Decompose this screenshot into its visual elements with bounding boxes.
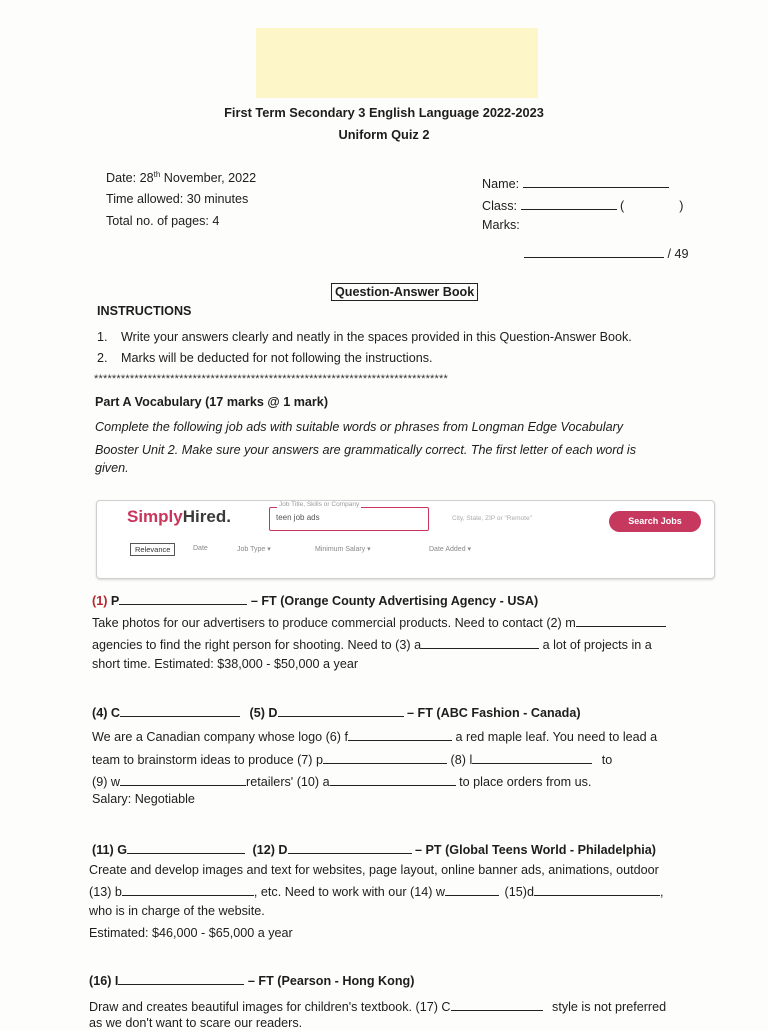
stars-divider: ******************************************************************************* [94, 373, 448, 385]
part-a-desc-2: Booster Unit 2. Make sure your answers are grammatically correct. The first letter of each word is [95, 443, 637, 457]
chevron-down-icon: ▾ [267, 546, 271, 553]
q10-blank[interactable] [330, 772, 456, 786]
ad2-line3 [92, 750, 612, 767]
q11-blank[interactable] [127, 840, 245, 854]
q16-num: (16) [89, 974, 112, 988]
q11-num: (11) [92, 843, 114, 857]
ad2-text: We are a Canadian company whose logo [92, 730, 323, 744]
date-sup: th [153, 170, 161, 179]
name-line[interactable] [523, 174, 669, 188]
filter-date[interactable]: Date [193, 545, 208, 552]
q3-letter: a [414, 638, 422, 652]
part-a-desc-1: Complete the following job ads with suitable words or phrases from Longman Edge Vocabulary [95, 420, 624, 434]
q4-num: (4) [92, 706, 108, 720]
q7-num: (7) [297, 753, 313, 767]
instruction-num: 2. [97, 351, 108, 365]
q1-letter: P [110, 594, 120, 608]
q4-letter: C [110, 706, 121, 720]
class-paren-close: ) [679, 199, 684, 213]
total-pages: Total no. of pages: 4 [106, 214, 220, 228]
q14-num: (14) [410, 885, 433, 899]
q17-blank[interactable] [451, 997, 543, 1011]
ad3-text: , etc. Need to work with our [253, 885, 407, 899]
ad2-salary: Salary: Negotiable [92, 792, 195, 806]
q6-letter: f [344, 730, 349, 744]
q6-num: (6) [325, 730, 342, 744]
logo-part-a: Simply [127, 507, 183, 526]
q8-blank[interactable] [472, 750, 592, 764]
filter-date-added[interactable] [429, 545, 471, 553]
date-prefix: Date: 28 [106, 171, 154, 186]
simplyhired-logo [127, 507, 231, 527]
q15-letter: d [526, 885, 534, 899]
q1-blank[interactable] [119, 591, 247, 605]
ad3-text: , [659, 885, 664, 899]
q5-num: (5) [249, 706, 265, 720]
marks-field[interactable] [524, 244, 689, 261]
q13-letter: b [114, 885, 122, 899]
ad4-line3: as we don't want to scare our readers. [89, 1016, 303, 1030]
ad4-text: Draw and creates beautiful images for children's textbook. [89, 1000, 413, 1014]
q4-blank[interactable] [120, 703, 240, 717]
q17-letter: C [441, 1000, 451, 1014]
ad3-line2: Create and develop images and text for websites, page layout, online banner ads, animations, outdoor [89, 863, 659, 877]
class-paren-open: ( [620, 199, 625, 213]
q5-blank[interactable] [278, 703, 404, 717]
q11-letter: G [117, 843, 127, 857]
q15-num: (15) [504, 885, 527, 899]
instruction-text: Write your answers clearly and neatly in the spaces provided in this Question-Answer Book. [121, 330, 632, 344]
ad3-heading [92, 840, 656, 857]
ad1-text: Take photos for our advertisers to produce commercial products. Need to contact [92, 616, 543, 630]
q8-num: (8) [450, 753, 466, 767]
job-search-label: Job Title, Skills or Company [279, 501, 360, 508]
ad4-heading [89, 971, 414, 988]
q7-blank[interactable] [323, 750, 447, 764]
time-allowed: Time allowed: 30 minutes [106, 192, 249, 206]
ad3-salary: Estimated: $46,000 - $65,000 a year [89, 926, 293, 940]
q14-letter: w [435, 885, 446, 899]
instruction-text: Marks will be deducted for not following the instructions. [121, 351, 433, 365]
date-suffix: November, 2022 [160, 171, 257, 186]
instructions-heading: INSTRUCTIONS [97, 304, 192, 318]
filter-min-salary-label: Minimum Salary [315, 546, 366, 553]
q13-blank[interactable] [122, 882, 254, 896]
q2-num: (2) [546, 616, 562, 630]
part-a-heading: Part A Vocabulary (17 marks @ 1 mark) [95, 395, 329, 409]
ad2-text: retailers' [246, 775, 294, 789]
ad1-heading [92, 591, 538, 608]
location-input[interactable]: City, State, ZIP or "Remote" [452, 515, 532, 522]
ad1-text: a lot of projects in a [542, 638, 652, 652]
q3-blank[interactable] [421, 635, 539, 649]
ad3-line4: who is in charge of the website. [89, 904, 265, 918]
filter-relevance[interactable]: Relevance [130, 543, 175, 556]
q9-blank[interactable] [120, 772, 246, 786]
q5-letter: D [268, 706, 278, 720]
filter-job-type-label: Job Type [237, 546, 266, 553]
q14-blank[interactable] [445, 882, 499, 896]
chevron-down-icon: ▾ [467, 546, 472, 553]
ad3-title: – PT (Global Teens World - Philadelphia) [415, 843, 656, 857]
ad4-line2 [89, 997, 666, 1014]
sticky-note [256, 28, 538, 98]
ad1-title: – FT (Orange County Advertising Agency - USA) [250, 594, 539, 608]
name-label: Name: [482, 177, 520, 191]
marks-total: / 49 [667, 247, 689, 261]
class-line[interactable] [521, 196, 617, 210]
filter-date-added-label: Date Added [429, 546, 466, 553]
simplyhired-search-bar [96, 500, 715, 579]
q2-letter: m [565, 616, 576, 630]
q17-num: (17) [415, 1000, 438, 1014]
q12-blank[interactable] [288, 840, 412, 854]
part-a-desc-3: given. [95, 461, 129, 475]
q7-letter: p [316, 753, 324, 767]
q9-num: (9) [92, 775, 108, 789]
q16-letter: I [114, 974, 119, 988]
q10-num: (10) [296, 775, 320, 789]
q15-blank[interactable] [534, 882, 660, 896]
q12-num: (12) [252, 843, 275, 857]
ad1-salary: short time. Estimated: $38,000 - $50,000 a year [92, 657, 359, 671]
instruction-item [97, 351, 433, 365]
class-field[interactable] [482, 196, 683, 213]
ad2-text: a red maple leaf. You need to lead a [455, 730, 658, 744]
q13-num: (13) [89, 885, 112, 899]
ad2-text: to [601, 753, 613, 767]
ad4-title: – FT (Pearson - Hong Kong) [247, 974, 415, 988]
exam-title: First Term Secondary 3 English Language 2022-2023 [224, 105, 544, 120]
q12-letter: D [278, 843, 288, 857]
ad2-line2 [92, 727, 657, 744]
class-label: Class: [482, 199, 517, 213]
ad4-text: style is not preferred [552, 1000, 667, 1014]
job-search-value: teen job ads [276, 513, 320, 522]
q3-num: (3) [395, 638, 411, 652]
name-field[interactable] [482, 174, 669, 191]
chevron-down-icon: ▾ [367, 546, 371, 553]
search-jobs-button[interactable]: Search Jobs [609, 511, 701, 532]
marks-label: Marks: [482, 218, 520, 232]
ad3-line3 [89, 882, 663, 899]
exam-date [106, 170, 256, 185]
instruction-num: 1. [97, 330, 108, 344]
q2-blank[interactable] [576, 613, 666, 627]
q16-blank[interactable] [118, 971, 244, 985]
q9-letter: w [110, 775, 121, 789]
q6-blank[interactable] [348, 727, 452, 741]
filter-job-type[interactable] [237, 545, 271, 553]
ad2-line4 [92, 772, 591, 789]
ad1-line2 [92, 613, 666, 630]
ad2-title: – FT (ABC Fashion - Canada) [407, 706, 581, 720]
book-title: Question-Answer Book [331, 283, 478, 301]
job-search-input[interactable] [269, 507, 429, 531]
q1-num: (1) [92, 594, 108, 608]
q8-letter: l [469, 753, 473, 767]
filter-min-salary[interactable] [315, 545, 371, 553]
ad2-heading [92, 703, 581, 720]
q10-letter: a [322, 775, 330, 789]
marks-line[interactable] [524, 244, 664, 258]
exam-subtitle: Uniform Quiz 2 [338, 127, 430, 142]
instruction-item [97, 330, 632, 344]
ad2-text: to place orders from us. [459, 775, 592, 789]
ad1-text: agencies to find the right person for shooting. Need to [92, 638, 392, 652]
ad1-line3 [92, 635, 652, 652]
ad2-text: team to brainstorm ideas to produce [92, 753, 294, 767]
logo-part-b: Hired. [182, 507, 231, 526]
